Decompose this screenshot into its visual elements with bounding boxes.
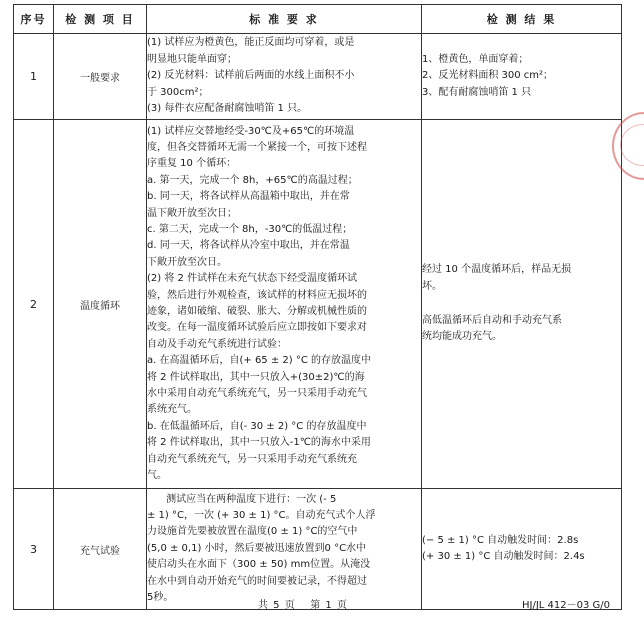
- requirement-line: 下敞开放至次日。: [147, 256, 227, 268]
- requirement-line: 迹象，诸如破缩、破裂、胀大、分解或机械性质的: [147, 306, 367, 317]
- requirement-line: 自动及手动充气系统进行试验：: [147, 338, 287, 350]
- requirement-line: 将 2 件试样取出，其中一只放入+(30±2)℃的海: [147, 371, 365, 383]
- row-no: 1: [14, 34, 54, 120]
- requirement-line: 明显地只能单面穿；: [147, 53, 237, 65]
- requirement-line: d. 同一天，将各试样从冷室中取出，并在常温: [147, 240, 350, 252]
- requirement-line: 自动充气系统充气，另一只采用手动充气系统充: [147, 453, 357, 465]
- requirement-line: a. 第一天，完成一个 8h，+65℃的高温过程；: [147, 174, 358, 186]
- row-no: 3: [14, 489, 54, 610]
- requirement-line: c. 第二天，完成一个 8h，-30℃的低温过程；: [147, 223, 353, 235]
- result-spacer: [422, 295, 621, 313]
- requirement-line: 水中采用自动充气系统充气，另一只采用手动充气: [147, 388, 367, 400]
- requirement-line: (1) 试样应为橙黄色，能正反面均可穿着，或是: [147, 37, 355, 49]
- row-requirement: [147, 34, 422, 120]
- inspection-table: [13, 4, 622, 610]
- requirement-line: 力设施首先要被放置在温度(0 ± 1) °C的空气中: [147, 526, 358, 538]
- requirement-line: 将 2 件试样取出，其中一只放入-1℃的海水中采用: [147, 437, 371, 449]
- requirement-line: 气。: [147, 470, 167, 482]
- requirement-line: 温下敞开放至次日；: [147, 207, 237, 219]
- header-result: 检 测 结 果: [422, 5, 622, 34]
- row-result: [422, 34, 622, 120]
- requirement-line: b. 同一天，将各试样从高温箱中取出，并在常: [147, 191, 350, 203]
- requirement-line: 使启动头在水面下（300 ± 50) mm位置。从淹没: [147, 559, 371, 571]
- header-requirement: 标 准 要 求: [147, 5, 422, 34]
- requirement-line: 改变。在每一温度循环试验后应立即按如下要求对: [147, 322, 367, 334]
- table-row: [14, 34, 622, 120]
- requirement-line: (5,0 ± 0,1) 小时，然后要被迅速放置到0 °C水中: [147, 542, 367, 554]
- header-no: 序号: [14, 5, 54, 34]
- header-item: 检 测 项 目: [54, 5, 147, 34]
- requirement-line: 序重复 10 个循环：: [147, 158, 237, 170]
- row-requirement: [147, 489, 422, 610]
- result-line: 2、反光材料面积 300 cm²；: [422, 70, 554, 82]
- row-no: 2: [14, 120, 54, 489]
- requirement-line: (2) 将 2 件试样在未充气状态下经受温度循环试: [147, 273, 358, 285]
- result-line: (+ 30 ± 1) °C 自动触发时间：2.4s: [422, 551, 585, 562]
- result-line: (− 5 ± 1) °C 自动触发时间：2.8s: [422, 534, 579, 546]
- result-line: 统均能成功充气。: [422, 331, 502, 343]
- page-count: 共 5 页 第 1 页: [258, 600, 347, 611]
- requirement-line: (1) 试样应交替地经受-30℃及+65℃的环境温: [147, 125, 355, 137]
- row-item: 一般要求: [54, 34, 147, 120]
- requirement-line: 在水中到自动开始充气的时间要被记录，不得超过: [147, 575, 367, 587]
- row-item: 温度循环: [54, 120, 147, 489]
- table-row: [14, 489, 622, 610]
- document-code: HJ/JL 412－03 G/0: [522, 600, 611, 611]
- header-row: [14, 5, 622, 34]
- row-result: [422, 120, 622, 489]
- requirement-line: 度，但各交替循环无需一个紧接一个，可按下述程: [147, 141, 367, 153]
- row-item: 充气试验: [54, 489, 147, 610]
- result-line: 3、配有耐腐蚀哨笛 1 只: [422, 86, 532, 98]
- requirement-line: ± 1) °C，一次 (+ 30 ± 1) °C。自动充气式个人浮: [147, 509, 376, 521]
- requirement-line: a. 在高温循环后，自(+ 65 ± 2) °C 的存放温度中: [147, 355, 372, 367]
- row-result: [422, 489, 622, 610]
- result-line: 1、橙黄色，单面穿着；: [422, 53, 529, 65]
- result-line: 经过 10 个温度循环后，样品无损: [422, 264, 572, 276]
- requirement-line: 测试应当在两种温度下进行：一次 (- 5: [147, 493, 337, 505]
- result-line: 高低温循环后自动和手动充气系: [422, 315, 562, 326]
- requirement-line: b. 在低温循环后，自(- 30 ± 2) °C 的存放温度中: [147, 420, 367, 432]
- requirement-line: 验，然后进行外观检查，该试样的材料应无损坏的: [147, 289, 367, 301]
- requirement-line: 5秒。: [147, 592, 174, 604]
- result-line: 坏。: [422, 280, 442, 292]
- requirement-line: (3) 每件衣应配备耐腐蚀哨笛 1 只。: [147, 103, 308, 115]
- requirement-line: (2) 反光材料：试样前后两面的水线上面积不小: [147, 70, 355, 82]
- requirement-line: 于 300cm²；: [147, 86, 209, 98]
- row-requirement: [147, 120, 422, 489]
- requirement-line: 系统充气。: [147, 404, 197, 416]
- table-row: [14, 120, 622, 489]
